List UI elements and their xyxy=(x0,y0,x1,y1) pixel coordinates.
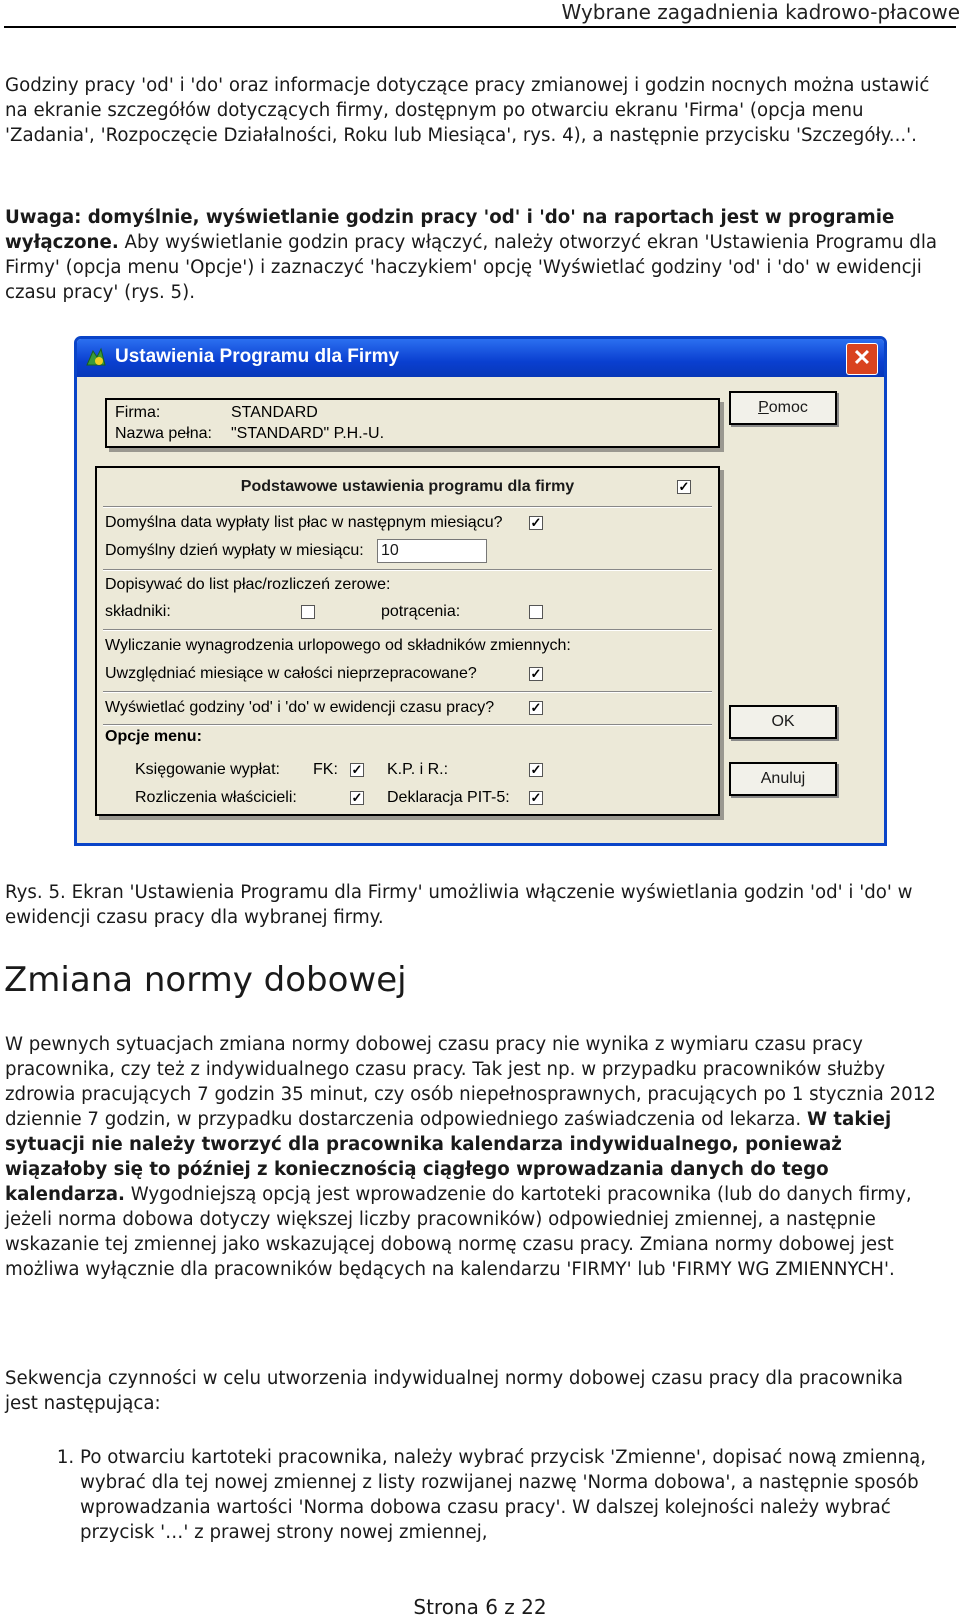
owner-settlements-label: Rozliczenia właścicieli: xyxy=(135,789,297,806)
close-button[interactable] xyxy=(846,343,878,375)
vacation-pay-label: Wyliczanie wynagrodzenia urlopowego od składników zmiennych: xyxy=(105,637,571,654)
components-label: składniki: xyxy=(105,603,171,620)
show-hours-checkbox[interactable]: ✓ xyxy=(530,700,542,715)
page-header: Wybrane zagadnienia kadrowo-płacowe xyxy=(561,0,960,24)
default-day-label: Domyślny dzień wypłaty w miesiącu: xyxy=(105,542,364,559)
fk-checkbox[interactable]: ✓ xyxy=(351,762,363,777)
full-name-value: "STANDARD" P.H.-U. xyxy=(231,425,385,442)
kpir-checkbox[interactable]: ✓ xyxy=(530,762,542,777)
default-date-label: Domyślna data wypłaty list płac w następnym miesiącu? xyxy=(105,514,503,531)
zero-items-label: Dopisywać do list płac/rozliczeń zerowe: xyxy=(105,576,391,593)
separator xyxy=(103,724,712,726)
paragraph-4: Sekwencja czynności w celu utworzenia indywidualnej normy dobowej czasu pracy dla pracownika jest następująca: xyxy=(5,1368,903,1414)
ok-button[interactable]: OK xyxy=(729,705,837,739)
header-rule xyxy=(4,26,956,28)
title-bar[interactable] xyxy=(77,339,884,377)
firm-value: STANDARD xyxy=(231,404,318,421)
default-day-input[interactable]: 10 xyxy=(377,539,487,563)
dialog-title: Ustawienia Programu dla Firmy xyxy=(115,346,400,367)
pit5-label: Deklaracja PIT-5: xyxy=(387,789,510,806)
steps-list xyxy=(0,1445,945,1545)
app-icon xyxy=(85,347,107,369)
section-checkbox[interactable]: ✓ xyxy=(678,479,690,494)
settings-dialog xyxy=(74,336,887,846)
months-label: Uwzględniać miesiące w całości nieprzepracowane? xyxy=(105,665,477,682)
figure-caption: Rys. 5. Ekran 'Ustawienia Programu dla Firmy' umożliwia włączenie wyświetlania godzin 'od' i 'do' w ewidencji czasu pracy dla wybranej firmy. xyxy=(5,882,913,928)
cancel-button[interactable]: Anuluj xyxy=(729,762,837,796)
owner-settlements-checkbox[interactable]: ✓ xyxy=(351,790,363,805)
deductions-label: potrącenia: xyxy=(381,603,461,620)
separator xyxy=(103,691,712,693)
menu-options-label: Opcje menu: xyxy=(105,728,202,745)
fk-label: FK: xyxy=(313,761,338,778)
section-heading: Zmiana normy dobowej xyxy=(4,960,407,1000)
default-date-checkbox[interactable]: ✓ xyxy=(530,515,542,530)
paragraph-2 xyxy=(5,205,940,305)
paragraph-1: Godziny pracy 'od' i 'do' oraz informacje dotyczące pracy zmianowej i godzin nocnych można ustawić na ekranie szczegółów dotyczących firmy, dostępnym po otwarciu ekranu 'Firma' (opcja menu 'Zadania', 'Rozpoczęcie Działalności, Roku lub Miesiąca', rys. 4), a następnie przycisku 'Szczegóły...'. xyxy=(5,75,930,146)
kpir-label: K.P. i R.: xyxy=(387,761,449,778)
separator xyxy=(103,629,712,631)
settings-box xyxy=(95,466,720,816)
months-checkbox[interactable]: ✓ xyxy=(530,666,542,681)
pit5-checkbox[interactable]: ✓ xyxy=(530,790,542,805)
firm-label: Firma: xyxy=(115,404,161,421)
separator xyxy=(103,506,712,508)
separator xyxy=(103,569,712,571)
note-bold: Uwaga: domyślnie, wyświetlanie godzin pracy 'od' i 'do' na raportach jest w programie wyłączone. xyxy=(5,207,895,253)
note-text: Aby wyświetlanie godzin pracy włączyć, należy otworzyć ekran 'Ustawienia Programu dla Firmy' (opcja menu 'Opcje') i zaznaczyć 'haczykiem' opcję 'Wyświetlać godziny 'od' i 'do' w ewidencji czasu pracy' (rys. 5). xyxy=(5,232,938,303)
paragraph-3: W pewnych sytuacjach zmiana normy dobowej czasu pracy nie wynika z wymiaru czasu pracy pracownika, czy też z indywidualnego czasu pracy. Tak jest np. w przypadku pracowników służby zdrowia pracujących 7 godzin 35 minut, czy osób niepełnosprawnych, pracujących po 1 stycznia 2012 dziennie 7 godzin, w przypadku dostarczenia odpowiedniego zaświadczenia od lekarza. W takiej sytuacji nie należy tworzyć dla pracownika kalendarza indywidualnego, ponieważ wiązałoby się to później z koniecznością ciągłego wprowadzania danych do tego kalendarza. Wygodniejszą opcją jest wprowadzenie do kartoteki pracownika (lub do danych firmy, jeżeli norma dobowa dotyczy większej liczby pracowników) odpowiedniej zmiennej, a następnie wskazanie tej zmiennej jako wskazującej dobową normę czasu pracy. Zmiana normy dobowej jest możliwa wyłącznie dla pracowników będących na kalendarzu 'FIRMY' lub 'FIRMY WG ZMIENNYCH'. xyxy=(5,1034,936,1280)
payroll-booking-label: Księgowanie wypłat: xyxy=(135,761,280,778)
deductions-checkbox[interactable] xyxy=(529,605,543,619)
help-button[interactable]: Pomoc xyxy=(729,391,837,425)
show-hours-label: Wyświetlać godziny 'od' i 'do' w ewidencji czasu pracy? xyxy=(105,699,495,716)
firm-info-box xyxy=(105,398,720,448)
page-footer: Strona 6 z 22 xyxy=(413,1595,547,1619)
list-item: 1. Po otwarciu kartoteki pracownika, należy wybrać przycisk 'Zmienne', dopisać nową zmienną, wybrać dla tej nowej zmiennej z listy rozwijanej nazwę 'Norma dobowa', a następnie sposób wprowadzania wartości 'Norma dobowa czasu pracy'. W dalszej kolejności należy wybrać przycisk '…' z prawej strony nowej zmiennej, xyxy=(80,1445,945,1545)
components-checkbox[interactable] xyxy=(301,605,315,619)
full-name-label: Nazwa pełna: xyxy=(115,425,212,442)
close-icon: ✕ xyxy=(852,345,872,370)
section-title: Podstawowe ustawienia programu dla firmy xyxy=(240,478,575,495)
